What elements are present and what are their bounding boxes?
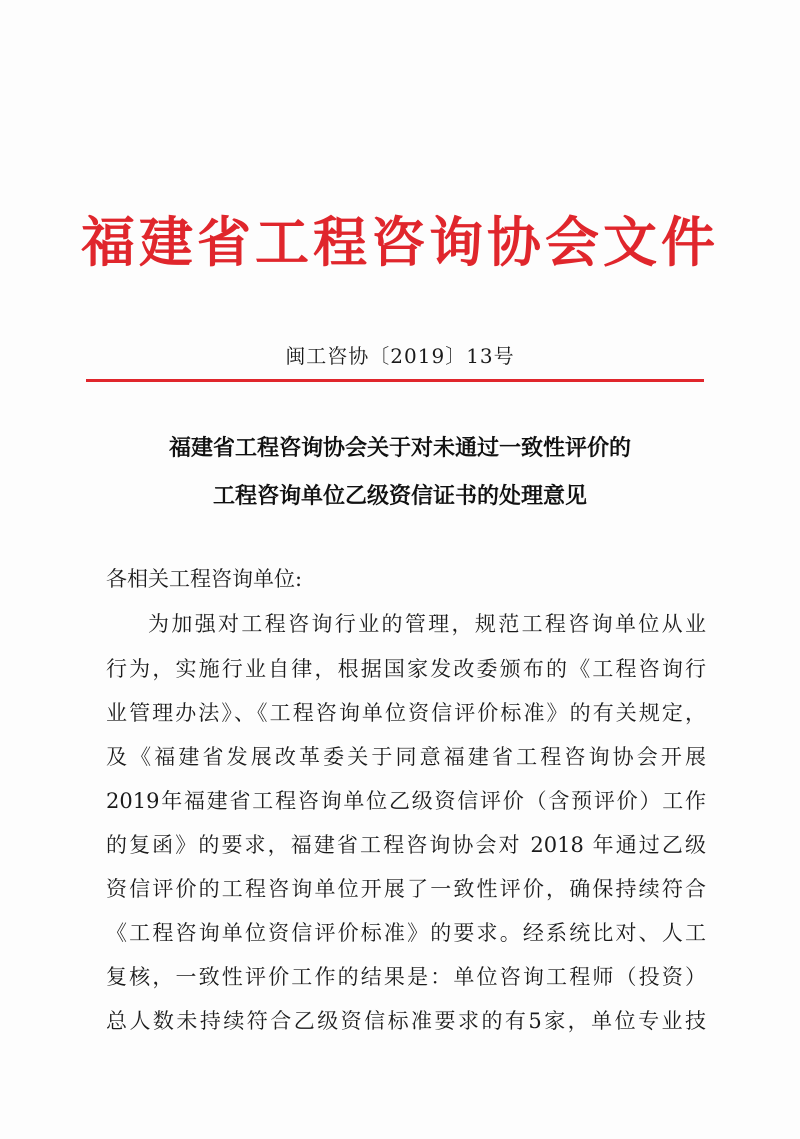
org-masthead-title: 福建省工程咨询协会文件 bbox=[81, 210, 719, 274]
body-line: 《工程咨询单位资信评价标准》的要求。经系统比对、人工 bbox=[106, 921, 706, 945]
body-line: 行为，实施行业自律，根据国家发改委颁布的《工程咨询行 bbox=[106, 657, 706, 681]
body-line: 复核，一致性评价工作的结果是：单位咨询工程师（投资） bbox=[106, 965, 706, 989]
body-line: 为加强对工程咨询行业的管理，规范工程咨询单位从业 bbox=[148, 612, 706, 636]
document-number: 闽工咨协〔2019〕13号 bbox=[285, 344, 515, 368]
body-line: 资信评价的工程咨询单位开展了一致性评价，确保持续符合 bbox=[106, 877, 706, 901]
red-divider-line bbox=[86, 379, 704, 382]
body-line: 的复函》的要求，福建省工程咨询协会对 2018 年通过乙级 bbox=[106, 833, 706, 857]
document-title-line-1: 福建省工程咨询协会关于对未通过一致性评价的 bbox=[168, 436, 631, 461]
salutation: 各相关工程咨询单位: bbox=[106, 567, 303, 591]
document-title-line-2: 工程咨询单位乙级资信证书的处理意见 bbox=[212, 484, 587, 509]
body-line: 及《福建省发展改革委关于同意福建省工程咨询协会开展 bbox=[106, 745, 706, 769]
body-line: 业管理办法》、《工程咨询单位资信评价标准》的有关规定， bbox=[106, 701, 706, 725]
body-line: 2019年福建省工程咨询单位乙级资信评价（含预评价）工作 bbox=[106, 789, 706, 813]
body-line: 总人数未持续符合乙级资信标准要求的有5家，单位专业技 bbox=[106, 1009, 706, 1033]
